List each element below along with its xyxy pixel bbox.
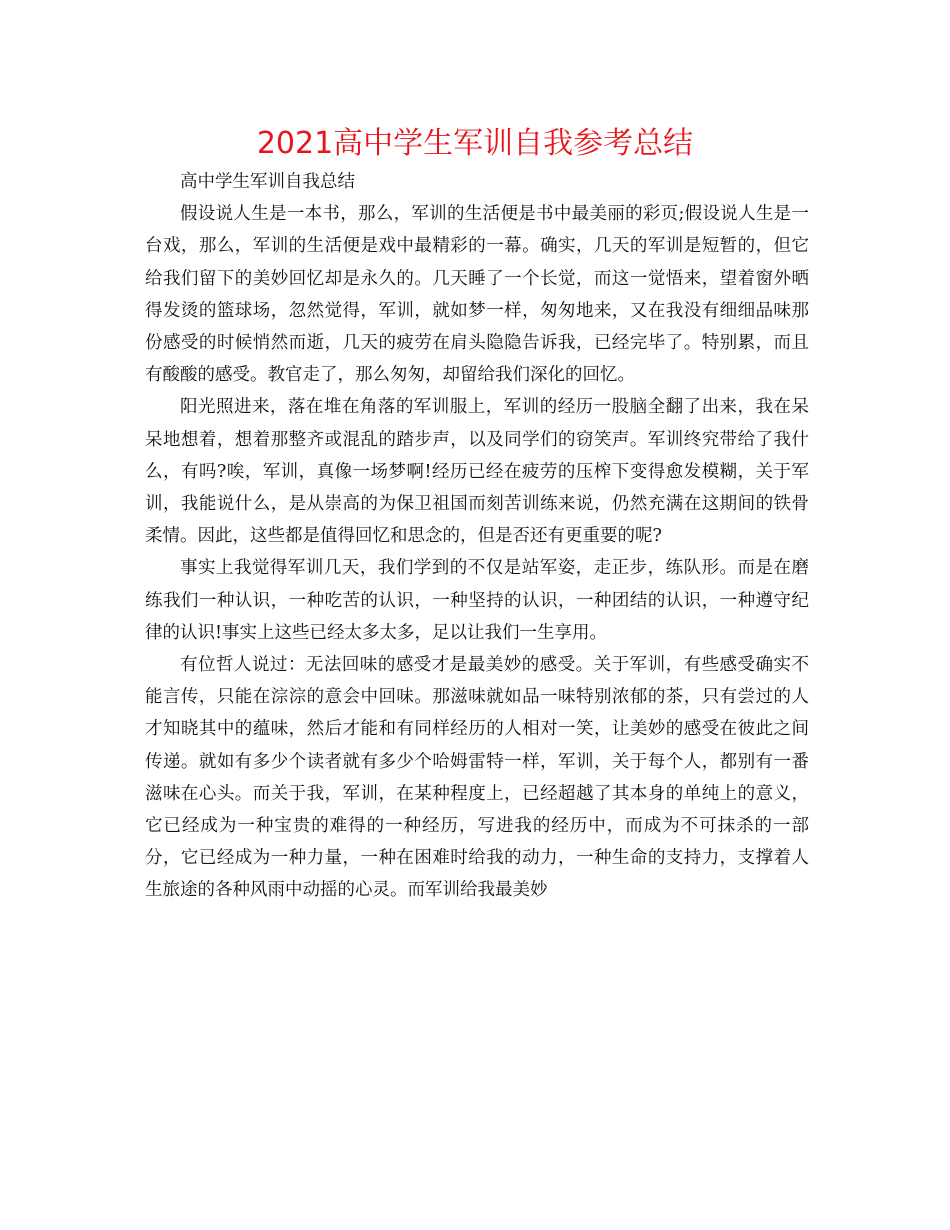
subtitle-paragraph: 高中学生军训自我总结 (180, 172, 355, 192)
paragraph-1: 假设说人生是一本书，那么，军训的生活便是书中最美丽的彩页;假设说人生是一台戏，那么，军训的生活便是戏中最精彩的一幕。确实，几天的军训是短暂的，但它给我们留下的美妙回忆却是永久的。几天睡了一个长觉，而这一觉悟来，望着窗外晒得发烫的篮球场，忽然觉得，军训，就如梦一样，匆匆地来，又在我没有细细品味那份感受的时候悄然而逝，几天的疲劳在肩头隐隐告诉我，已经完毕了。特别累，而且有酸酸的感受。教官走了，那么匆匆，却留给我们深化的回忆。 (145, 204, 809, 386)
document-title: 2021高中学生军训自我参考总结 (256, 126, 694, 161)
paragraph-2: 阳光照进来，落在堆在角落的军训服上，军训的经历一股脑全翻了出来，我在呆呆地想着，想着那整齐或混乱的踏步声，以及同学们的窃笑声。军训终究带给了我什么，有吗?唉，军训，真像一场梦啊!经历已经在疲劳的压榨下变得愈发模糊，关于军训，我能说什么，是从崇高的为保卫祖国而刻苦训练来说，仍然充满在这期间的铁骨柔情。因此，这些都是值得回忆和思念的，但是否还有更重要的呢? (145, 397, 809, 547)
paragraph-3: 事实上我觉得军训几天，我们学到的不仅是站军姿，走正步，练队形。而是在磨练我们一种认识，一种吃苦的认识，一种坚持的认识，一种团结的认识，一种遵守纪律的认识!事实上这些已经太多太多，足以让我们一生享用。 (145, 558, 809, 643)
paragraph-4: 有位哲人说过：无法回味的感受才是最美妙的感受。关于军训，有些感受确实不能言传，只能在淙淙的意会中回味。那滋味就如品一味特别浓郁的茶，只有尝过的人才知晓其中的蕴味，然后才能和有同样经历的人相对一笑，让美妙的感受在彼此之间传递。就如有多少个读者就有多少个哈姆雷特一样，军训，关于每个人，都别有一番滋味在心头。而关于我，军训，在某种程度上，已经超越了其本身的单纯上的意义，它已经成为一种宝贵的难得的一种经历，写进我的经历中，而成为不可抹杀的一部分，它已经成为一种力量，一种在困难时给我的动力，一种生命的支持力，支撑着人生旅途的各种风雨中动摇的心灵。而军训给我最美妙 (145, 655, 809, 901)
document-body (145, 166, 809, 907)
